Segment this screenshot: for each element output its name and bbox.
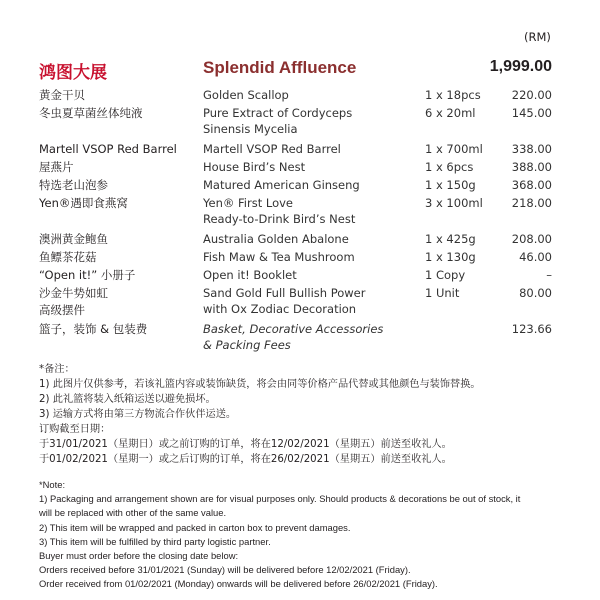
note-line-cn: 2) 此礼篮将装入纸箱运送以避免损坏。	[39, 394, 216, 405]
item-price: 388.00	[511, 160, 552, 174]
note-line-cn: 1) 此图片仅供参考，若该礼篮内容或装饰缺货，将会由同等价格产品代替或其他颜色与装饰替换。	[39, 379, 481, 390]
item-row	[0, 285, 600, 321]
item-name-cn: 篮子，装饰 & 包装费	[39, 322, 148, 336]
item-name-cn: 黄金干贝	[39, 88, 85, 102]
item-name-en: Fish Maw & Tea Mushroom	[203, 250, 355, 264]
item-quantity: 1 Copy	[425, 268, 466, 282]
item-name-en: Pure Extract of Cordyceps Sinensis Mycelia	[203, 106, 353, 136]
item-price: 338.00	[511, 142, 552, 156]
note-line-cn: 订购截至日期：	[39, 424, 111, 435]
item-row	[0, 249, 600, 267]
item-name-cn: 鱼鳔茶花菇	[39, 250, 97, 264]
item-price: 218.00	[511, 196, 552, 210]
product-title-en: Splendid Affluence	[203, 58, 357, 77]
item-quantity: 1 x 700ml	[425, 142, 483, 156]
item-price: 368.00	[511, 178, 552, 192]
item-name-cn: 冬虫夏草菌丝体纯液	[39, 106, 143, 120]
item-name-cn: 澳洲黄金鲍鱼	[39, 232, 108, 246]
item-price: –	[546, 268, 552, 282]
item-name-en: Yen® First Love Ready-to-Drink Bird’s Nest	[203, 196, 356, 226]
item-name-en: Australia Golden Abalone	[203, 232, 349, 246]
item-row	[0, 195, 600, 231]
note-line-en: Orders received before 31/01/2021 (Sunday) will be delivered before 12/02/2021 (Friday).	[39, 564, 411, 576]
item-row	[0, 141, 600, 159]
item-quantity: 1 x 425g	[425, 232, 476, 246]
item-name-en: Matured American Ginseng	[203, 178, 360, 192]
item-name-cn: Martell VSOP Red Barrel	[39, 142, 177, 156]
note-line-en: Order received from 01/02/2021 (Monday) onwards will be delivered before 26/02/2021 (Friday).	[39, 578, 438, 590]
item-row	[0, 321, 600, 355]
item-row	[0, 87, 600, 105]
item-quantity: 1 x 18pcs	[425, 88, 481, 102]
item-name-en: Open it! Booklet	[203, 268, 297, 282]
item-name-cn: Yen®遇即食燕窝	[39, 196, 128, 210]
notes-english	[39, 478, 579, 592]
item-price: 145.00	[511, 106, 552, 120]
item-name-en: Sand Gold Full Bullish Power with Ox Zodiac Decoration	[203, 286, 366, 316]
item-price: 46.00	[519, 250, 552, 264]
product-title-cn: 鸿图大展	[39, 63, 107, 83]
item-price: 220.00	[511, 88, 552, 102]
item-quantity: 1 x 6pcs	[425, 160, 474, 174]
item-price: 123.66	[511, 322, 552, 336]
note-line-en: *Note:	[39, 479, 66, 490]
item-quantity: 1 x 150g	[425, 178, 476, 192]
item-row	[0, 159, 600, 177]
item-name-cn: 特选老山泡参	[39, 178, 108, 192]
item-row	[0, 105, 600, 141]
note-line-cn: 3) 运输方式将由第三方物流合作伙伴运送。	[39, 409, 237, 420]
note-line-en: 2) This item will be wrapped and packed in carton box to prevent damages.	[39, 521, 351, 533]
item-quantity: 1 Unit	[425, 286, 460, 300]
item-name-en: Golden Scallop	[203, 88, 289, 102]
item-name-en: Martell VSOP Red Barrel	[203, 142, 341, 156]
note-line-en: 1) Packaging and arrangement shown are for visual purposes only. Should products & decorations be out of stock, it	[39, 493, 521, 505]
product-total-price: 1,999.00	[489, 58, 552, 75]
currency-label: (RM)	[524, 30, 551, 44]
item-price: 80.00	[519, 286, 552, 300]
item-list	[0, 87, 600, 355]
item-price: 208.00	[511, 232, 552, 246]
note-line-cn: 于01/02/2021（星期一）或之后订购的订单，将在26/02/2021（星期五）前送至收礼人。	[39, 454, 452, 465]
item-name-en: House Bird’s Nest	[203, 160, 306, 174]
item-quantity: 3 x 100ml	[425, 196, 483, 210]
note-line-en: Buyer must order before the closing date below:	[39, 550, 239, 562]
item-name-cn: 沙金牛势如虹 高级摆件	[39, 286, 108, 317]
note-line-en: 3) This item will be fulfilled by third party logistic partner.	[39, 535, 271, 547]
note-line-en: will be replaced with other of the same value.	[39, 507, 227, 519]
notes-chinese	[39, 362, 579, 467]
item-row	[0, 177, 600, 195]
item-quantity: 6 x 20ml	[425, 106, 476, 120]
note-line-cn: 于31/01/2021（星期日）或之前订购的订单，将在12/02/2021（星期五）前送至收礼人。	[39, 439, 452, 450]
note-line-cn: *备注：	[39, 364, 75, 375]
item-row	[0, 267, 600, 285]
item-row	[0, 231, 600, 249]
item-quantity: 1 x 130g	[425, 250, 476, 264]
item-name-cn: “Open it!” 小册子	[39, 268, 136, 282]
item-name-en: Basket, Decorative Accessories & Packing Fees	[203, 322, 384, 352]
product-header	[0, 58, 600, 84]
item-name-cn: 屋燕片	[39, 160, 74, 174]
